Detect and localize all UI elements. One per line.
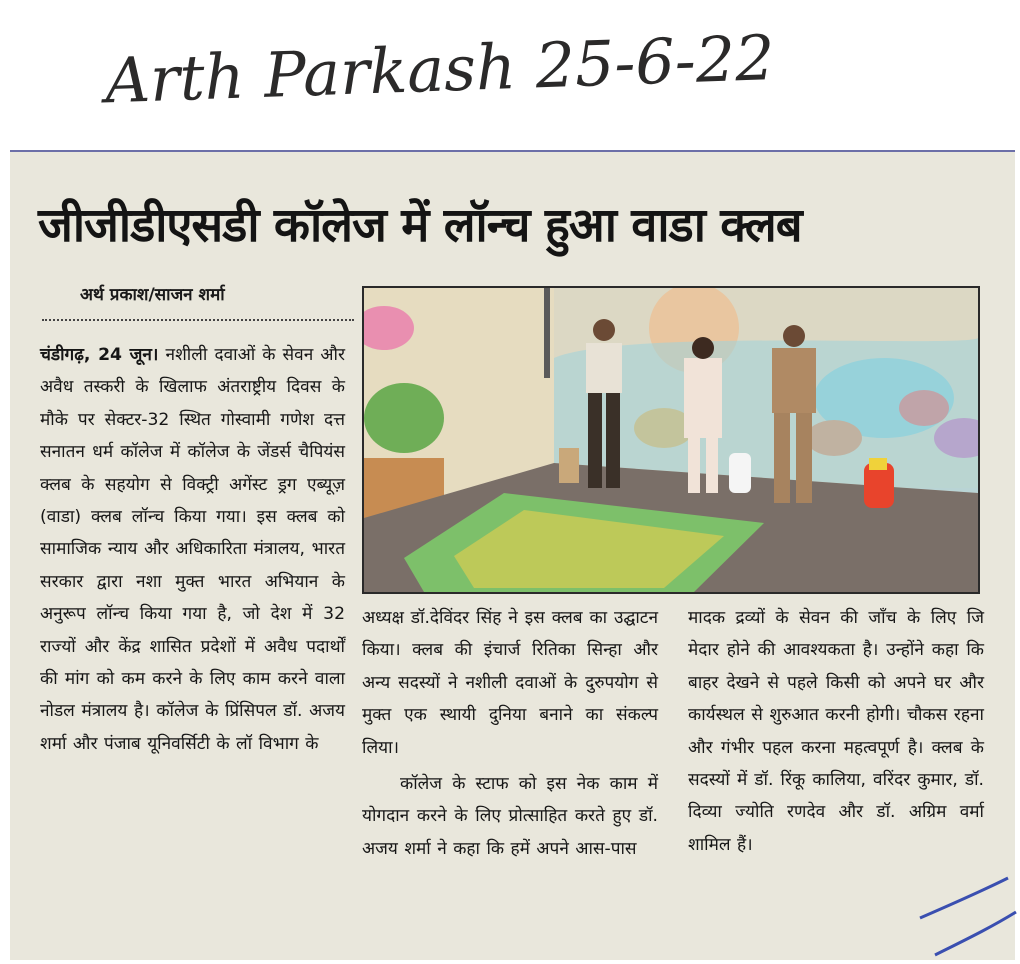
- article-column-2: [362, 602, 658, 865]
- column-2-paragraph-2: कॉलेज के स्टाफ को इस नेक काम में योगदान करने के लिए प्रोत्साहित करते हुए डॉ. अजय शर्मा ने कहा कि हमें अपने आस-पास: [362, 774, 658, 859]
- article-dateline: चंडीगढ़, 24 जून।: [40, 345, 159, 365]
- column-1-text: नशीली दवाओं के सेवन और अवैध तस्करी के खिलाफ अंतराष्ट्रीय दिवस के मौके पर सेक्टर-32 स्थित गोस्वामी गणेश दत्त सनातन धर्म कॉलेज में कॉलेज के जेंडर्स चैपियंस क्लब के सहयोग से विक्ट्री अगेंस्ट ड्रग एब्यूज़ (वाडा) क्लब लॉन्च किया गया। इस क्लब को सामाजिक न्याय और अधिकारिता मंत्रालय, भारत सरकार द्वारा नशा मुक्त भारत अभियान के अनुरूप लॉन्च किया गया है, जो देश में 32 राज्यों और केंद्र शासित प्रदेशों में अवैध पदार्थों की मांग को कम करने के लिए काम करने वाला नोडल मंत्रालय है। कॉलेज के प्रिंसिपल डॉ. अजय शर्मा और पंजाब यूनिवर्सिटी के लॉ विभाग के: [40, 345, 345, 754]
- article-column-1: [40, 339, 345, 760]
- handwritten-note-text: Arth Parkash 25-6-22: [103, 21, 776, 118]
- column-2-paragraph-1: अध्यक्ष डॉ.देविंदर सिंह ने इस क्लब का उद्घाटन किया। क्लब की इंचार्ज रितिका सिन्हा और अन्य सदस्यों ने नशीली दवाओं के दुरुपयोग से मुक्त एक स्थायी दुनिया बनाने का संकल्प लिया।: [362, 608, 658, 758]
- article-headline: जीजीडीएसडी कॉलेज में लॉन्च हुआ वाडा क्लब: [38, 198, 802, 253]
- article-column-3: मादक द्रव्यों के सेवन की जाँच के लिए जि मेदार होने की आवश्यकता है। उन्होंने कहा कि बाहर देखने से पहले किसी को अपने घर और कार्यस्थल से शुरुआत करनी होगी। चौकस रहना और गंभीर पहल करना महत्वपूर्ण है। क्लब के सदस्यों में डॉ. रिंकू कालिया, वरिंदर कुमार, डॉ. दिव्या ज्योति रणदेव और डॉ. अग्रिम वर्मा शामिल हैं।: [688, 608, 984, 855]
- handwritten-source-note: [100, 18, 820, 118]
- article-byline: अर्थ प्रकाश/साजन शर्मा: [80, 285, 225, 305]
- article-photo: [362, 286, 980, 594]
- pen-scribble-marks: [840, 780, 1020, 960]
- byline-divider: [42, 319, 354, 321]
